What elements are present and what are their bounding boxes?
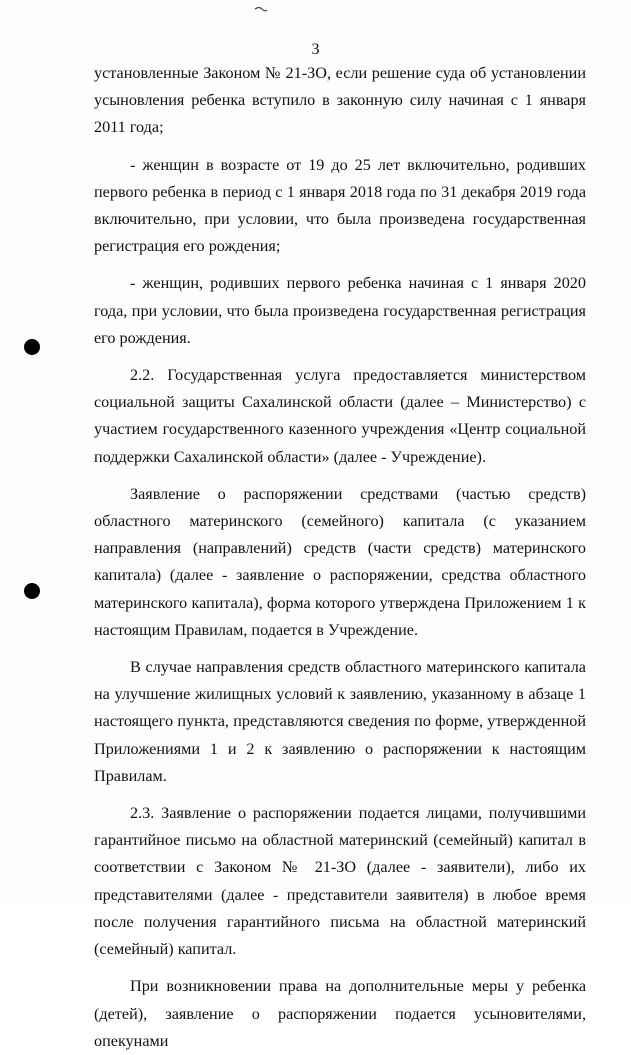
paragraph-3: - женщин, родивших первого ребенка начиная с 1 января 2020 года, при условии, что была произведена государственная регистрация его рождения. xyxy=(94,274,586,347)
scan-mark xyxy=(254,6,268,12)
paragraph-8: При возникновении права на дополнительные меры у ребенка (детей), заявление о распоряжении подается усыновителями, опекунами xyxy=(94,977,586,1050)
punch-hole-bottom xyxy=(24,583,40,599)
page-number: 3 xyxy=(311,41,320,58)
paragraph-1: установленные Законом № 21-ЗО, если решение суда об установлении усыновления ребенка вступило в законную силу начиная с 1 января 2011 года; xyxy=(94,64,586,137)
paragraph-2: - женщин в возрасте от 19 до 25 лет включительно, родивших первого ребенка в период с 1 января 2018 года по 31 декабря 2019 года включительно, при условии, что была произведена государственная регистрация его рождения; xyxy=(94,155,586,256)
paragraph-4: 2.2. Государственная услуга предоставляется министерством социальной защиты Сахалинской области (далее – Министерство) с участием государственного казенного учреждения «Центр социальной поддержки Сахалинской области» (далее - Учреждение). xyxy=(94,366,586,466)
paragraph-7: 2.3. Заявление о распоряжении подается лицами, получившими гарантийное письмо на областной материнский (семейный) капитал в соответствии с Законом № 21-ЗО (далее - заявители), либо их представителями (далее - представители заявителя) в любое время после получения гарантийного письма на областной материнский (семейный) капитал. xyxy=(94,804,586,959)
document-body xyxy=(94,60,586,1055)
punch-hole-top xyxy=(24,339,40,355)
paragraph-5: Заявление о распоряжении средствами (частью средств) областного материнского (семейного) капитала (с указанием направления (направлений) средств (части средств) материнского капитала) (далее - заявление о распоряжении, средства областного материнского капитала), форма которого утверждена Приложением 1 к настоящим Правилам, подается в Учреждение. xyxy=(94,484,586,639)
paragraph-6: В случае направления средств областного материнского капитала на улучшение жилищных условий к заявлению, указанному в абзаце 1 настоящего пункта, представляются сведения по форме, утвержденной Приложениями 1 и 2 к заявлению о распоряжении к настоящим Правилам. xyxy=(94,658,586,785)
